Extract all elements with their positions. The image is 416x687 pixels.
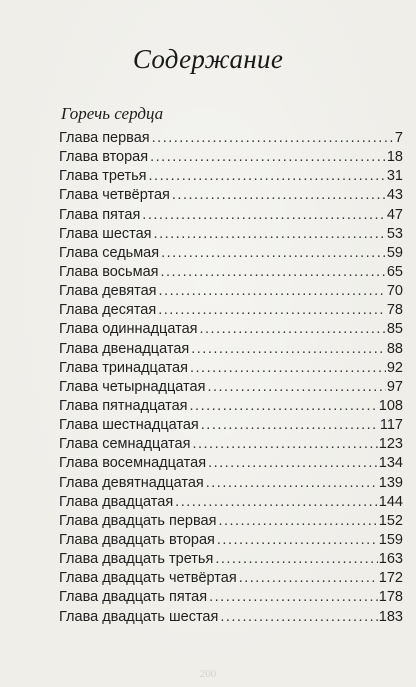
toc-entry-label: Глава четырнадцатая bbox=[59, 378, 206, 395]
toc-entry bbox=[59, 532, 403, 551]
toc-entry bbox=[59, 551, 403, 570]
toc-entry-page: 183 bbox=[378, 608, 403, 625]
dot-leader bbox=[220, 609, 377, 625]
toc-entry bbox=[59, 321, 403, 340]
toc-entry-label: Глава двадцать вторая bbox=[59, 531, 215, 548]
toc-entry-page: 178 bbox=[378, 589, 403, 606]
dot-leader bbox=[215, 551, 377, 567]
toc-entry-label: Глава девятнадцатая bbox=[59, 474, 204, 491]
toc-entry bbox=[59, 168, 403, 187]
dot-leader bbox=[201, 417, 379, 433]
toc-entry bbox=[59, 609, 403, 628]
toc-entry bbox=[59, 360, 403, 379]
toc-entry-label: Глава шестая bbox=[59, 225, 152, 242]
toc-entry-page: 108 bbox=[378, 397, 403, 414]
dot-leader bbox=[149, 168, 386, 184]
dot-leader bbox=[208, 455, 378, 471]
dot-leader bbox=[207, 379, 385, 395]
dot-leader bbox=[175, 494, 378, 510]
toc-entry-label: Глава четвёртая bbox=[59, 187, 170, 204]
toc-entry bbox=[59, 589, 403, 608]
toc-entry bbox=[59, 436, 403, 455]
dot-leader bbox=[200, 321, 386, 337]
dot-leader bbox=[217, 532, 378, 548]
toc-entry bbox=[59, 149, 403, 168]
toc-entry-page: 85 bbox=[386, 321, 403, 338]
toc-entry-label: Глава седьмая bbox=[59, 244, 160, 261]
toc-entry-page: 92 bbox=[386, 359, 403, 376]
toc-entry-label: Глава пятнадцатая bbox=[59, 397, 188, 414]
toc-entry-page: 31 bbox=[386, 168, 403, 185]
toc-entry bbox=[59, 417, 403, 436]
toc-entry-page: 78 bbox=[386, 302, 403, 319]
dot-leader bbox=[152, 130, 394, 146]
toc-entry-page: 134 bbox=[378, 455, 403, 472]
toc-entry bbox=[59, 207, 403, 226]
toc-entry-page: 172 bbox=[378, 570, 403, 587]
toc-entry-page: 117 bbox=[379, 417, 403, 434]
toc-entry-label: Глава восемнадцатая bbox=[59, 455, 207, 472]
toc-entry-page: 139 bbox=[378, 474, 403, 491]
toc-entry-label: Глава двадцатая bbox=[59, 493, 174, 510]
dot-leader bbox=[218, 513, 377, 529]
dot-leader bbox=[142, 207, 386, 223]
toc-entry-label: Глава десятая bbox=[59, 302, 157, 319]
dot-leader bbox=[161, 264, 386, 280]
toc-entry-page: 123 bbox=[378, 436, 403, 453]
toc-entry-label: Глава двадцать шестая bbox=[59, 608, 219, 625]
toc-entry-page: 43 bbox=[386, 187, 403, 204]
toc-entry-page: 152 bbox=[378, 512, 403, 529]
toc-entry-label: Глава двадцать третья bbox=[59, 551, 214, 568]
toc-entry bbox=[59, 494, 403, 513]
toc-entry-label: Глава шестнадцатая bbox=[59, 417, 199, 434]
toc-entry-page: 159 bbox=[378, 531, 403, 548]
toc-entry bbox=[59, 341, 403, 360]
dot-leader bbox=[190, 398, 378, 414]
toc-entry-label: Глава третья bbox=[59, 168, 147, 185]
toc-entry-label: Глава двадцать четвёртая bbox=[59, 570, 237, 587]
toc-entry-label: Глава семнадцатая bbox=[59, 436, 191, 453]
toc-entry bbox=[59, 264, 403, 283]
toc-entry bbox=[59, 302, 403, 321]
toc-entry-label: Глава восьмая bbox=[59, 263, 159, 280]
toc-entry bbox=[59, 398, 403, 417]
toc-entry-label: Глава первая bbox=[59, 130, 150, 146]
toc-entry-label: Глава пятая bbox=[59, 206, 141, 223]
toc-entry bbox=[59, 283, 403, 302]
part-title: Горечь сердца bbox=[61, 104, 164, 123]
dot-leader bbox=[206, 475, 378, 491]
dot-leader bbox=[161, 245, 386, 261]
toc-entry-page: 59 bbox=[386, 244, 403, 261]
toc-entry bbox=[59, 245, 403, 264]
toc-entry-label: Глава вторая bbox=[59, 149, 149, 166]
toc-entry bbox=[59, 379, 403, 398]
toc-entry bbox=[59, 226, 403, 245]
toc-entry-label: Глава двадцать первая bbox=[59, 512, 217, 529]
dot-leader bbox=[239, 570, 378, 586]
toc-entry-page: 144 bbox=[378, 493, 403, 510]
toc-entry-label: Глава тринадцатая bbox=[59, 359, 188, 376]
dot-leader bbox=[190, 360, 386, 376]
page-title: Содержание bbox=[132, 44, 284, 74]
toc-entry bbox=[59, 513, 403, 532]
toc-entry bbox=[59, 130, 403, 149]
dot-leader bbox=[172, 187, 386, 203]
dot-leader bbox=[192, 436, 377, 452]
toc-entry bbox=[59, 455, 403, 474]
toc-entry bbox=[59, 570, 403, 589]
table-of-contents bbox=[59, 130, 403, 628]
dot-leader bbox=[158, 302, 386, 318]
toc-entry-page: 18 bbox=[386, 149, 403, 166]
toc-entry bbox=[59, 187, 403, 206]
toc-entry-page: 65 bbox=[386, 263, 403, 280]
toc-entry-page: 7 bbox=[394, 130, 403, 146]
toc-entry-page: 88 bbox=[386, 340, 403, 357]
dot-leader bbox=[154, 226, 386, 242]
dot-leader bbox=[191, 341, 386, 357]
toc-entry-label: Глава двенадцатая bbox=[59, 340, 190, 357]
toc-entry-page: 70 bbox=[386, 283, 403, 300]
dot-leader bbox=[159, 283, 386, 299]
page-number: 200 bbox=[199, 668, 217, 680]
dot-leader bbox=[150, 149, 386, 165]
toc-entry-page: 97 bbox=[386, 378, 403, 395]
toc-entry-page: 47 bbox=[386, 206, 403, 223]
toc-entry-label: Глава одиннадцатая bbox=[59, 321, 198, 338]
toc-entry-label: Глава девятая bbox=[59, 283, 157, 300]
toc-entry-label: Глава двадцать пятая bbox=[59, 589, 208, 606]
toc-entry-page: 53 bbox=[386, 225, 403, 242]
toc-entry-page: 163 bbox=[378, 551, 403, 568]
dot-leader bbox=[209, 589, 378, 605]
toc-entry bbox=[59, 475, 403, 494]
